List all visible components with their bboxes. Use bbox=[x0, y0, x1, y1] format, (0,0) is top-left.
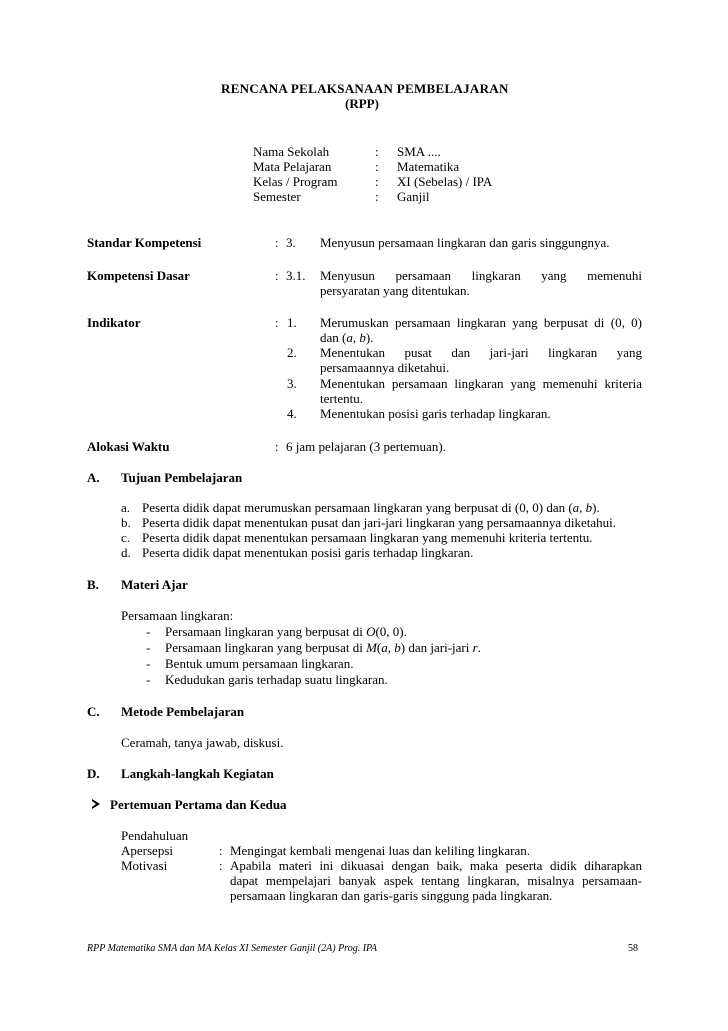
indikator-item-line2: tertentu. bbox=[320, 391, 363, 406]
section-c-text: Ceramah, tanya jawab, diskusi. bbox=[121, 735, 284, 750]
indikator-number: 2. bbox=[287, 345, 297, 360]
section-c-letter: C. bbox=[87, 704, 100, 719]
identity-label: Kelas / Program bbox=[253, 174, 338, 189]
kompetensi-text-line2: persyaratan yang ditentukan. bbox=[320, 283, 470, 298]
section-c-title: Metode Pembelajaran bbox=[121, 704, 245, 719]
identity-colon: : bbox=[375, 174, 379, 189]
list-item: Peserta didik dapat menentukan posisi garis terhadap lingkaran. bbox=[142, 545, 474, 560]
list-marker: b. bbox=[121, 515, 131, 530]
list-item: Persamaan lingkaran yang berpusat di O(0, 0). bbox=[165, 624, 407, 639]
motivasi-label: Motivasi bbox=[121, 858, 168, 873]
section-b-title: Materi Ajar bbox=[121, 577, 188, 592]
standar-text: Menyusun persamaan lingkaran dan garis singgungnya. bbox=[320, 235, 610, 250]
alokasi-colon: : bbox=[275, 439, 279, 454]
list-marker: - bbox=[146, 672, 151, 687]
indikator-number: 1. bbox=[287, 315, 297, 330]
motivasi-text-line2: dapat mempelajari banyak aspek tentang lingkaran, misalnya persamaan- bbox=[230, 873, 642, 888]
list-marker: a. bbox=[121, 500, 131, 515]
indikator-label: Indikator bbox=[87, 315, 141, 330]
motivasi-colon: : bbox=[219, 858, 223, 873]
section-b-letter: B. bbox=[87, 577, 99, 592]
section-b-intro: Persamaan lingkaran: bbox=[121, 608, 234, 623]
identity-value: Ganjil bbox=[397, 189, 430, 204]
list-item: Peserta didik dapat merumuskan persamaan lingkaran yang berpusat di (0, 0) dan (a, b). bbox=[142, 500, 600, 515]
indikator-number: 4. bbox=[287, 406, 297, 421]
list-item: Peserta didik dapat menentukan persamaan lingkaran yang memenuhi kriteria tertentu. bbox=[142, 530, 593, 545]
footer-text: RPP Matematika SMA dan MA Kelas XI Semester Ganjil (2A) Prog. IPA bbox=[87, 943, 377, 954]
list-item: Peserta didik dapat menentukan pusat dan jari-jari lingkaran yang persamaannya diketahui. bbox=[142, 515, 616, 530]
pertemuan-title: Pertemuan Pertama dan Kedua bbox=[110, 797, 287, 812]
list-marker: - bbox=[146, 656, 151, 671]
alokasi-text: 6 jam pelajaran (3 pertemuan). bbox=[286, 439, 446, 454]
section-a-letter: A. bbox=[87, 470, 100, 485]
document-subtitle: (RPP) bbox=[345, 96, 379, 111]
identity-label: Nama Sekolah bbox=[253, 144, 330, 159]
indikator-item-line1: Menentukan persamaan lingkaran yang memenuhi kriteria bbox=[320, 376, 642, 391]
motivasi-text-line3: persamaan lingkaran dan garis-garis singgung pada lingkaran. bbox=[230, 888, 553, 903]
identity-label: Semester bbox=[253, 189, 301, 204]
standar-colon: : bbox=[275, 235, 279, 250]
indikator-number: 3. bbox=[287, 376, 297, 391]
arrow-bullet-icon bbox=[92, 799, 100, 809]
indikator-item-line2: dan (a, b). bbox=[320, 330, 374, 345]
identity-colon: : bbox=[375, 144, 379, 159]
indikator-item-line1: Merumuskan persamaan lingkaran yang berpusat di (0, 0) bbox=[320, 315, 642, 330]
list-marker: c. bbox=[121, 530, 131, 545]
list-item: Bentuk umum persamaan lingkaran. bbox=[165, 656, 354, 671]
list-marker: - bbox=[146, 624, 151, 639]
identity-label: Mata Pelajaran bbox=[253, 159, 332, 174]
apersepsi-text: Mengingat kembali mengenai luas dan keliling lingkaran. bbox=[230, 843, 531, 858]
identity-colon: : bbox=[375, 159, 379, 174]
indikator-item-line1: Menentukan pusat dan jari-jari lingkaran yang bbox=[320, 345, 642, 360]
apersepsi-label: Apersepsi bbox=[121, 843, 173, 858]
standar-label: Standar Kompetensi bbox=[87, 235, 202, 250]
section-a-title: Tujuan Pembelajaran bbox=[121, 470, 243, 485]
list-item: Persamaan lingkaran yang berpusat di M(a, b) dan jari-jari r. bbox=[165, 640, 481, 655]
identity-value: Matematika bbox=[397, 159, 460, 174]
indikator-item-line2: persamaannya diketahui. bbox=[320, 360, 450, 375]
section-d-letter: D. bbox=[87, 766, 100, 781]
section-d-title: Langkah-langkah Kegiatan bbox=[121, 766, 274, 781]
kompetensi-colon: : bbox=[275, 268, 279, 283]
identity-colon: : bbox=[375, 189, 379, 204]
standar-number: 3. bbox=[286, 235, 296, 250]
indikator-colon: : bbox=[275, 315, 279, 330]
alokasi-label: Alokasi Waktu bbox=[87, 439, 170, 454]
list-marker: - bbox=[146, 640, 151, 655]
kompetensi-label: Kompetensi Dasar bbox=[87, 268, 190, 283]
list-marker: d. bbox=[121, 545, 131, 560]
kompetensi-number: 3.1. bbox=[286, 268, 306, 283]
page-number: 58 bbox=[628, 943, 638, 954]
apersepsi-colon: : bbox=[219, 843, 223, 858]
motivasi-text-line1: Apabila materi ini dikuasai dengan baik, maka peserta didik diharapkan bbox=[230, 858, 642, 873]
document-title: RENCANA PELAKSANAAN PEMBELAJARAN bbox=[221, 81, 509, 96]
identity-value: SMA .... bbox=[397, 144, 441, 159]
kompetensi-text-line1: Menyusun persamaan lingkaran yang memenuhi bbox=[320, 268, 642, 283]
identity-value: XI (Sebelas) / IPA bbox=[397, 174, 493, 189]
indikator-item-line1: Menentukan posisi garis terhadap lingkaran. bbox=[320, 406, 551, 421]
list-item: Kedudukan garis terhadap suatu lingkaran. bbox=[165, 672, 388, 687]
pendahuluan-heading: Pendahuluan bbox=[121, 828, 189, 843]
